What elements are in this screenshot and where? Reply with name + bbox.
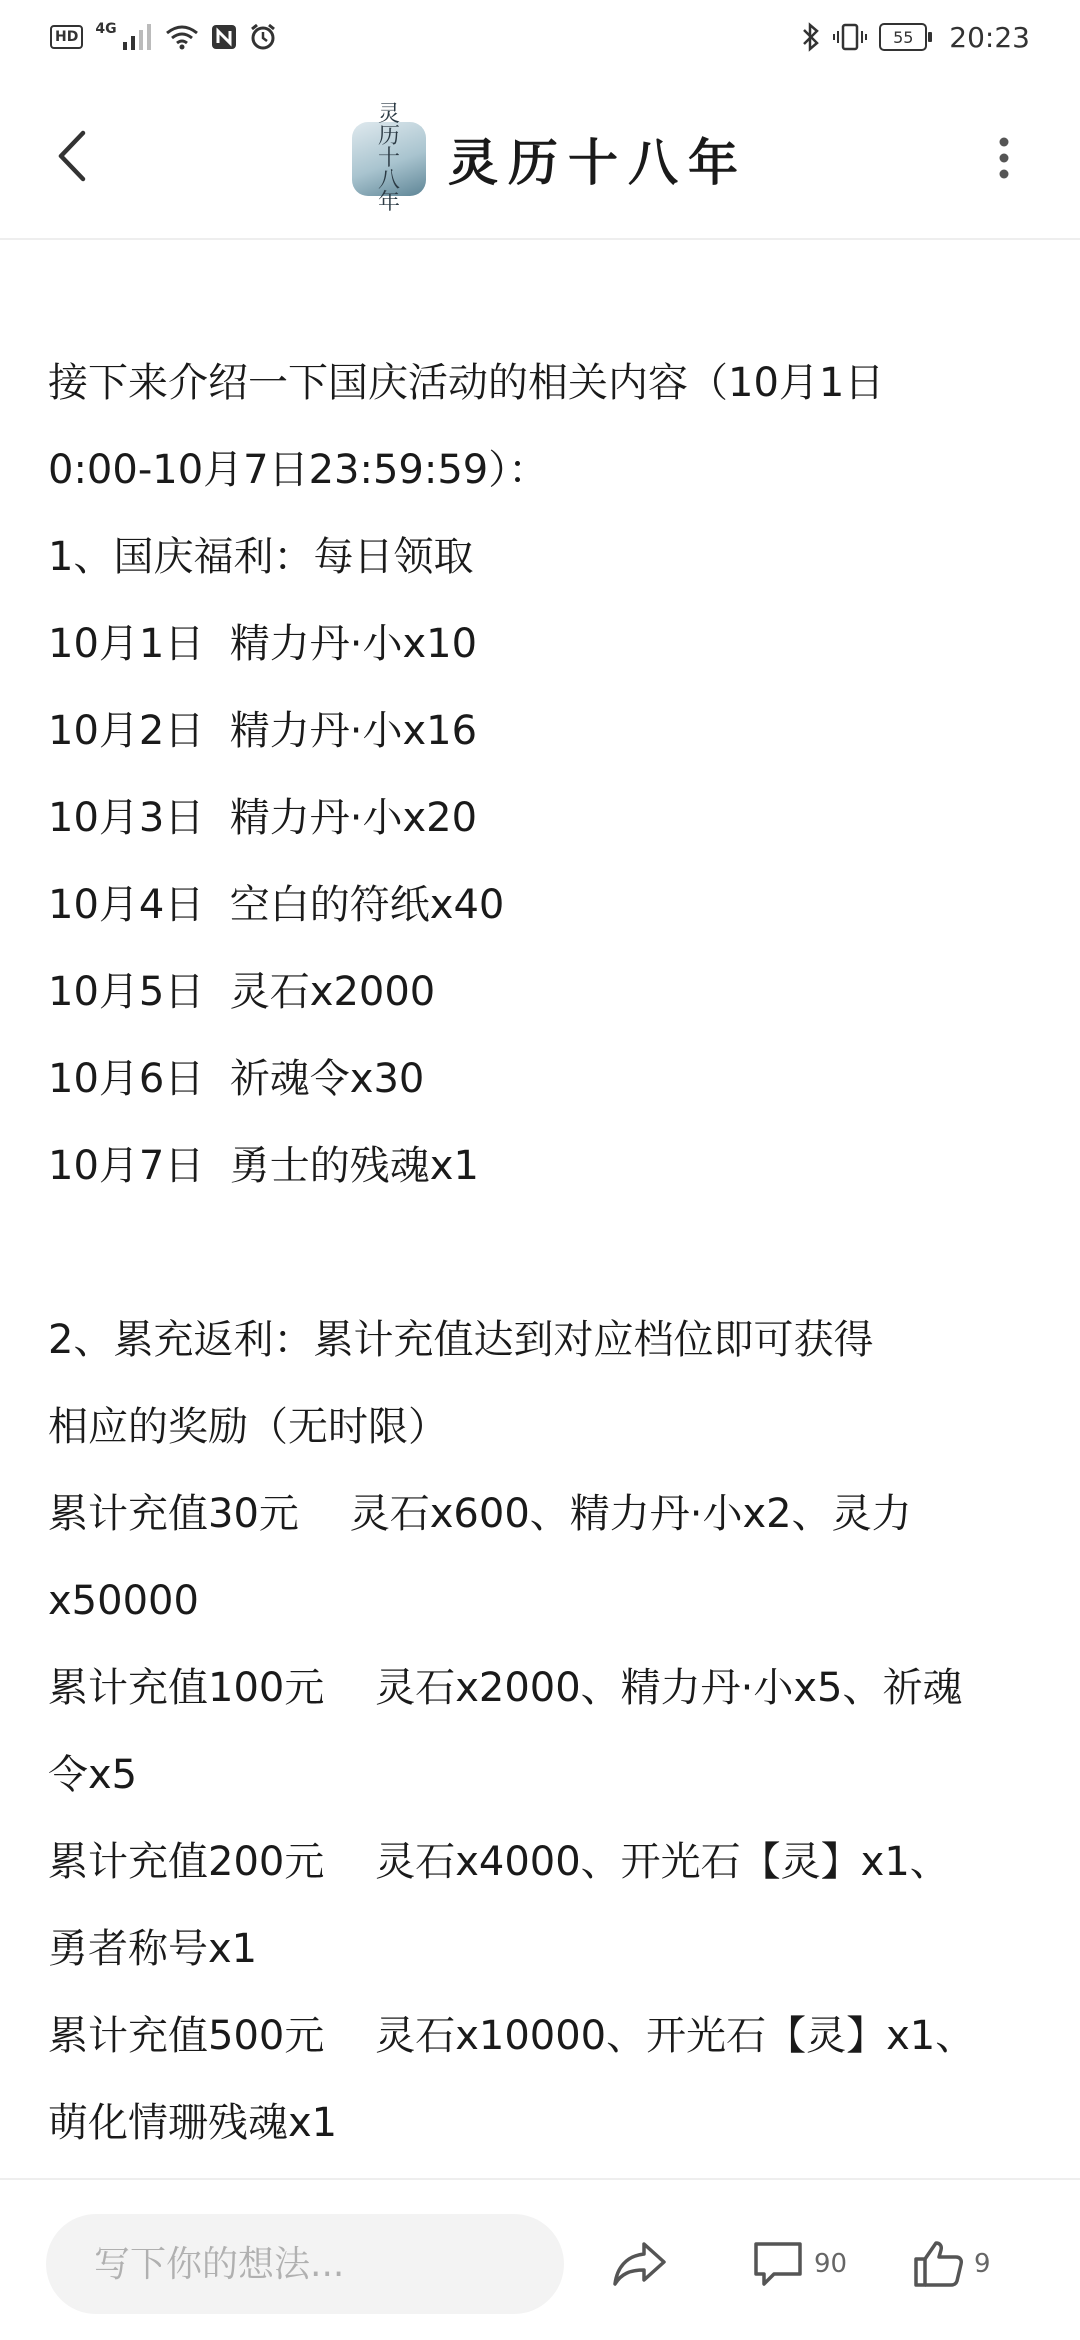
content-line: 2、累充返利：累计充值达到对应档位即可获得 xyxy=(48,1317,874,1363)
content-line: 10月2日 精力丹·小x16 xyxy=(48,708,478,754)
like-count: 9 xyxy=(974,2249,991,2279)
more-button[interactable] xyxy=(984,130,1024,186)
comment-icon xyxy=(752,2240,804,2288)
content-line: 10月5日 灵石x2000 xyxy=(48,969,436,1015)
share-button[interactable] xyxy=(612,2224,668,2304)
clock: 20:23 xyxy=(949,20,1030,54)
post-content xyxy=(48,340,1038,2167)
more-vertical-icon xyxy=(998,136,1010,180)
signal-icon xyxy=(123,24,153,50)
content-line: 接下来介绍一下国庆活动的相关内容（10月1日 xyxy=(48,360,885,406)
content-line: x50000 xyxy=(48,1578,199,1624)
content-line: 累计充值100元 灵石x2000、精力丹·小x5、祈魂 xyxy=(48,1665,963,1711)
comment-count: 90 xyxy=(814,2249,848,2279)
content-line: 萌化情珊残魂x1 xyxy=(48,2100,338,2146)
alarm-icon xyxy=(249,23,277,51)
back-button[interactable] xyxy=(40,124,104,188)
hd-badge: HD xyxy=(50,25,83,49)
content-line: 10月1日 精力丹·小x10 xyxy=(48,621,478,667)
thumbs-up-icon xyxy=(912,2239,964,2289)
content-line: 10月3日 精力丹·小x20 xyxy=(48,795,478,841)
content-line: 令x5 xyxy=(48,1752,138,1798)
chevron-left-icon xyxy=(55,129,89,183)
content-line: 10月7日 勇士的残魂x1 xyxy=(48,1143,479,1189)
title-group[interactable] xyxy=(352,102,748,215)
content-line: 累计充值200元 灵石x4000、开光石【灵】x1、 xyxy=(48,1839,950,1885)
bluetooth-icon xyxy=(801,22,821,52)
status-right xyxy=(801,21,1030,54)
content-line: 0:00-10月7日23:59:59）： xyxy=(48,447,549,493)
content-blank-line xyxy=(48,1210,1038,1297)
vibrate-icon xyxy=(833,23,867,51)
content-line: 累计充值500元 灵石x10000、开光石【灵】x1、 xyxy=(48,2013,976,2059)
nfc-icon xyxy=(211,24,237,50)
content-line: 10月6日 祈魂令x30 xyxy=(48,1056,425,1102)
app-logo[interactable] xyxy=(352,102,426,215)
network-type: 4G xyxy=(95,21,117,37)
content-line: 1、国庆福利：每日领取 xyxy=(48,534,474,580)
content-line: 累计充值30元 灵石x600、精力丹·小x2、灵力 xyxy=(48,1491,912,1537)
status-left xyxy=(50,23,277,51)
content-line: 勇者称号x1 xyxy=(48,1926,258,1972)
content-line: 相应的奖励（无时限） xyxy=(48,1404,448,1450)
status-bar xyxy=(0,0,1080,74)
app-logo-text: 灵历十八年 xyxy=(377,102,400,215)
top-app-bar xyxy=(0,74,1080,240)
page-title: 灵历十八年 xyxy=(448,133,748,192)
bottom-action-bar xyxy=(0,2178,1080,2340)
content-line: 10月4日 空白的符纸x40 xyxy=(48,882,505,928)
wifi-icon xyxy=(165,24,199,50)
battery-indicator: 55 xyxy=(879,23,927,51)
like-button[interactable] xyxy=(912,2224,991,2304)
share-icon xyxy=(612,2240,668,2288)
comment-input[interactable] xyxy=(46,2214,564,2314)
comment-button[interactable] xyxy=(752,2224,847,2304)
